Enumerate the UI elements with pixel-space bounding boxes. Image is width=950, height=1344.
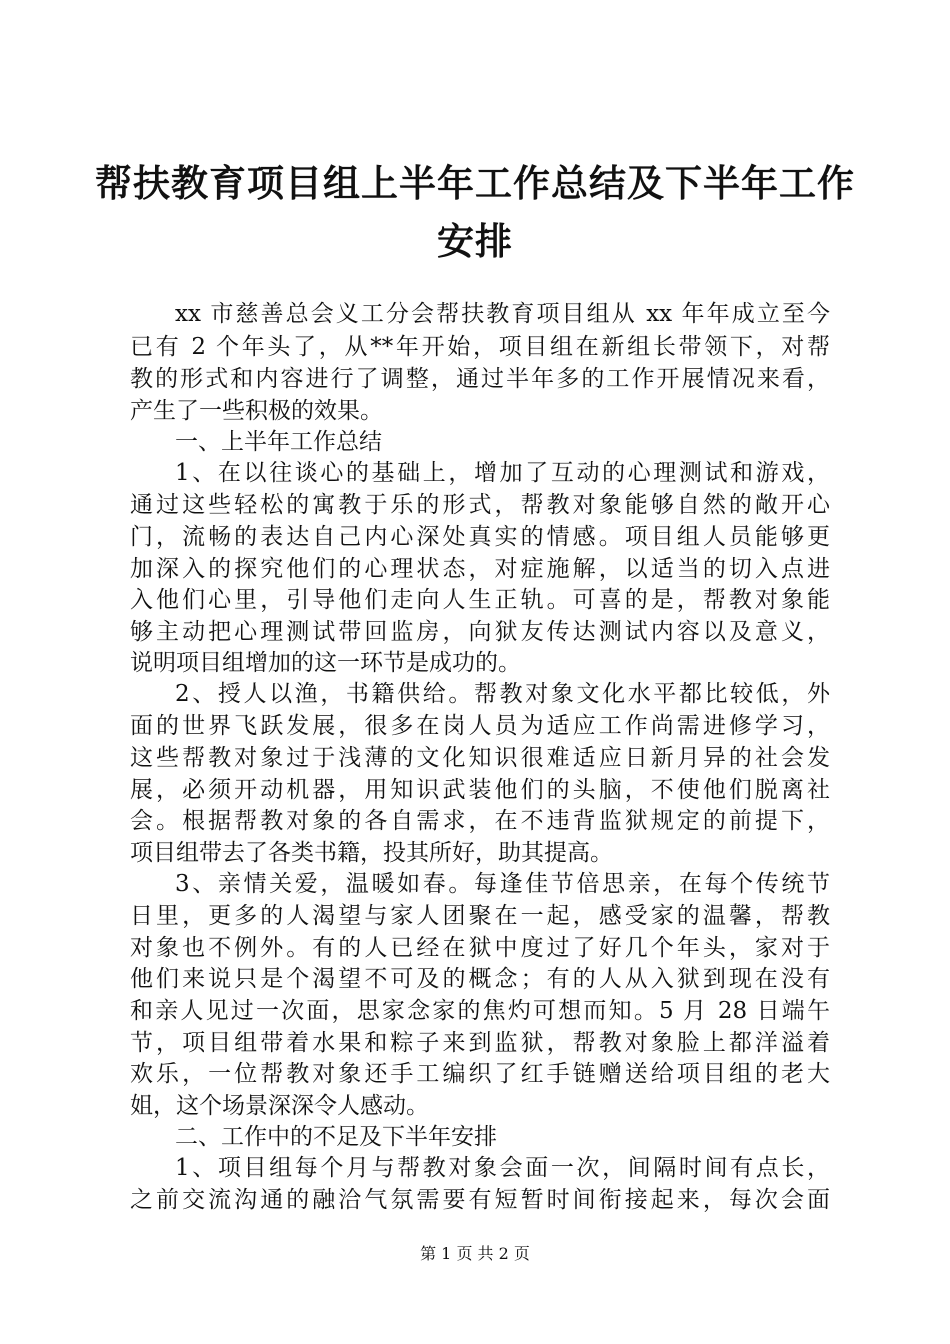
text-line: 他们来说只是个渴望不可及的概念；有的人从入狱到现在没有 <box>130 966 830 992</box>
text-line: 日里，更多的人渴望与家人团聚在一起，感受家的温馨，帮教 <box>130 903 830 929</box>
text-line: 会。根据帮教对象的各自需求，在不违背监狱规定的前提下， <box>130 808 830 834</box>
text-line: 这些帮教对象过于浅薄的文化知识很难适应日新月异的社会发 <box>130 745 830 771</box>
text-line: 加深入的探究他们的心理状态，对症施解，以适当的切入点进 <box>130 556 830 582</box>
text-line: 欢乐，一位帮教对象还手工编织了红手链赠送给项目组的老大 <box>130 1061 830 1087</box>
text-line: 1、在以往谈心的基础上，增加了互动的心理测试和游戏， <box>175 460 830 486</box>
text-line: 项目组带去了各类书籍，投其所好，助其提高。 <box>130 840 613 866</box>
title-line-2: 安排 <box>437 219 513 263</box>
text-line: 教的形式和内容进行了调整，通过半年多的工作开展情况来看， <box>130 366 830 392</box>
text-line: 通过这些轻松的寓教于乐的形式，帮教对象能够自然的敞开心 <box>130 492 830 518</box>
text-line: 之前交流沟通的融洽气氛需要有短暂时间衔接起来，每次会面 <box>130 1187 830 1213</box>
text-line: 说明项目组增加的这一环节是成功的。 <box>130 650 521 676</box>
text-line: 够主动把心理测试带回监房，向狱友传达测试内容以及意义， <box>130 619 830 645</box>
text-line: 门，流畅的表达自己内心深处真实的情感。项目组人员能够更 <box>130 524 830 550</box>
text-line: 姐，这个场景深深令人感动。 <box>130 1093 429 1119</box>
text-line: 产生了一些积极的效果。 <box>130 398 383 424</box>
text-line: 展，必须开动机器，用知识武装他们的头脑，不使他们脱离社 <box>130 777 830 803</box>
section-heading: 一、上半年工作总结 <box>175 429 382 455</box>
title-line-1: 帮扶教育项目组上半年工作总结及下半年工作 <box>95 161 855 205</box>
text-line: 和亲人见过一次面，思家念家的焦灼可想而知。5 月 28 日端午 <box>130 998 830 1024</box>
text-line: 1、项目组每个月与帮教对象会面一次，间隔时间有点长， <box>175 1155 830 1181</box>
section-heading: 二、工作中的不足及下半年安排 <box>175 1124 497 1150</box>
text-line: 3、亲情关爱，温暖如春。每逢佳节倍思亲，在每个传统节 <box>175 871 830 897</box>
page-indicator: 第 1 页 共 2 页 <box>420 1244 530 1263</box>
text-line: 已有 2 个年头了，从**年开始，项目组在新组长带领下，对帮 <box>130 334 830 360</box>
text-line: 节，项目组带着水果和粽子来到监狱，帮教对象脸上都洋溢着 <box>130 1030 830 1056</box>
text-line: xx 市慈善总会义工分会帮扶教育项目组从 xx 年年成立至今 <box>175 301 830 327</box>
text-line: 入他们心里，引导他们走向人生正轨。可喜的是，帮教对象能 <box>130 587 830 613</box>
text-line: 对象也不例外。有的人已经在狱中度过了好几个年头，家对于 <box>130 935 830 961</box>
text-line: 面的世界飞跃发展，很多在岗人员为适应工作尚需进修学习， <box>130 713 830 739</box>
text-line: 2、授人以渔，书籍供给。帮教对象文化水平都比较低，外 <box>175 681 830 707</box>
